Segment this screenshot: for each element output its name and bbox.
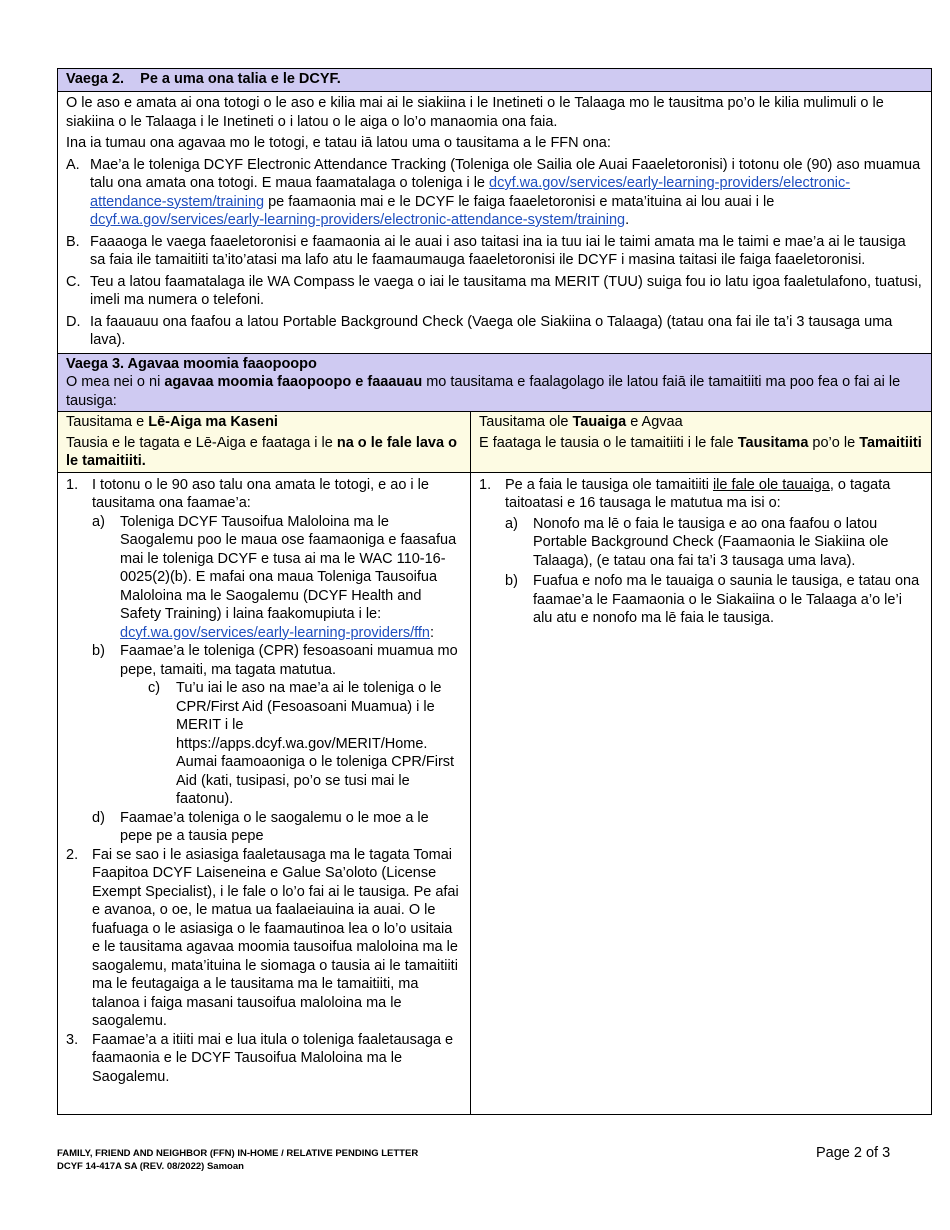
- left-item-3: 3. Faamae’a a itiiti mai e lua itula o toleniga faaletausaga e faamaonia e le DCYF Tausoifua Maloloina ma le Saogalemu.: [66, 1031, 454, 1085]
- section2-header: [58, 69, 932, 92]
- section2-item-a: [66, 156, 923, 230]
- form-footer: [57, 1148, 418, 1173]
- right-column-heading: Tausitama ole Tauaiga e Agvaa E faataga le tausia o le tamaitiiti i le fale Tausitama po’o le Tamaitiiti: [471, 412, 932, 473]
- page-number: Page 2 of 3: [816, 1145, 891, 1161]
- section3-title: Vaega 3. Agavaa moomia faaopoopo: [66, 355, 317, 372]
- right-column-body: [471, 472, 932, 1114]
- item-text: I totonu o le 90 aso talu ona amata le totogi, e ao i le tausitama ona faamae’a:: [92, 476, 429, 511]
- left-item-1a: a) Toleniga DCYF Tausoifua Maloloina ma le Saogalemu poo le maua ose faamaoniga e faasafua mai le toleniga DCYF e tusa ai ma le WAC 110-16-0025(2)(b). E mafai ona maua Toleniga Tausoifua Maloloina ma le Saogalemu (DCYF Health and Safety Training) i laina faakomupiuta i le: dcyf.wa.gov/services/early-learning-providers/ffn:: [92, 513, 457, 641]
- right-item-1a: a) Nonofo ma lē o faia le tausiga e ao ona faafou o latou Portable Background Check (Faamaonia le Siakiina ole Talaaga), (e tatau ona fai ta’i 3 tausaga uma lava).: [505, 515, 889, 569]
- form-table: [57, 68, 932, 1115]
- left-item-1c: c) Tu’u iai le aso na mae’a ai le toleniga o le CPR/First Aid (Fesoasoani Muamua) i le MERIT i le https://apps.dcyf.wa.gov/MERIT/Home. Aumai faamoaoniga o le toleniga CPR/First Aid (kati, tusipasi, po’o se tusi mai le faatonu).: [148, 680, 455, 807]
- item-label: B.: [66, 233, 80, 250]
- left-item-1d: d) Faamae’a toleniga o le saogalemu o le moe a le pepe pe a tausia pepe: [92, 809, 429, 844]
- item-text: Mae’a le toleniga DCYF Electronic Attendance Tracking (Toleniga ole Sailia ole Auai Faaeletoronisi) i totonu ole (90) aso muamua talu ona amata ona totogi. E maua faamatalaga o toleniga i le: [90, 156, 921, 191]
- left-column-body: [58, 472, 471, 1114]
- form-number: DCYF 14-417A SA (REV. 08/2022) Samoan: [57, 1160, 244, 1172]
- form-page: [57, 68, 931, 1115]
- left-column-heading: Tausitama e Lē-Aiga ma Kaseni Tausia e le tagata e Lē-Aiga e faataga i le na o le fale lava o le tamaitiiti.: [58, 412, 471, 473]
- left-item-1: 1. I totonu o le 90 aso talu ona amata le totogi, e ao i le tausitama ona faamae’a: a) Toleniga DCYF Tausoifua Maloloina ma le Saogalemu poo le maua ose faamaoniga e faasafua mai le toleniga DCYF e tusa ai ma le WAC 110-16-0025(2)(b). E mafai ona maua Toleniga Tausoifua Maloloina ma le Saogalemu (DCYF Health and Safety Training) i laina faakomupiuta i le: dcyf.wa.gov/services/early-learning-providers/ffn: b) Faamae’a le toleniga (CPR) fesoasoani muamua mo pepe, tamaiti, ma tagata matutua. c) Tu’u iai le aso na mae’a ai le toleniga o le CPR/First Aid (Fesoasoani Muamua) i le MERIT i le https://apps.dcyf.wa.gov/MERIT/Home. Aumai faamoaoniga o le toleniga CPR/First Aid (kati, tusipasi, po’o se tusi mai le faatonu). d) Faamae’a toleniga o le saogalemu o le moe a le pepe pe a tausia pepe: [66, 476, 462, 846]
- training-link-1[interactable]: dcyf.wa.gov/services/early-learning-providers/electronic-attendance-system/training: [90, 175, 851, 210]
- section2-title: Pe a uma ona talia e le DCYF.: [140, 71, 341, 87]
- section2-para2: Ina ia tumau ona agavaa mo le totogi, e tatau iā latou uma o tausitama a le FFN ona:: [66, 135, 611, 151]
- left-item-2: 2. Fai se sao i le asiasiga faaletausaga ma le tagata Tomai Faapitoa DCYF Laiseneina e Galue Sa’oloto (License Exempt Specialist), i le fale o lo’o fai ai le tausiga. Pe afai e avanoa, o oe, le matua ua faalaeiauina ia auai. O le fuafuaga o le asiasiga o le faamautinoa lea o lo’o usitaia e le tausitama agavaa moomia tausoifua maloloina ma le saogalemu, mata’ituina le siomaga o tausia ai le tamaitiiti ma le feutagaiga a le tausitama ma le tamaitiiti, ma talanoa i faiga masani tausoifua maloloina ma le saogalemu.: [66, 846, 459, 1029]
- item-label: D.: [66, 313, 81, 330]
- item-text: Teu a latou faamatalaga ile WA Compass le vaega o iai le tausitama ma MERIT (TUU) suiga fou io latu igoa faaletulafono, tuatusi, imeli ma numera o telefoni.: [90, 273, 922, 308]
- section3-header: [58, 353, 932, 412]
- section2-item-b: [66, 233, 923, 270]
- training-link-2[interactable]: dcyf.wa.gov/services/early-learning-providers/electronic-attendance-system/training: [90, 212, 626, 228]
- left-item-1b: b) Faamae’a le toleniga (CPR) fesoasoani muamua mo pepe, tamaiti, ma tagata matutua.: [92, 643, 458, 678]
- item-text: .: [625, 212, 630, 228]
- item-label: A.: [66, 156, 80, 173]
- ffn-training-link[interactable]: dcyf.wa.gov/services/early-learning-providers/ffn: [120, 624, 431, 641]
- form-title: FAMILY, FRIEND AND NEIGHBOR (FFN) IN-HOME / RELATIVE PENDING LETTER: [57, 1148, 419, 1159]
- section2-item-d: [66, 313, 923, 350]
- section3-subtitle: O mea nei o ni agavaa moomia faaopoopo e faaauau mo tausitama e faalagolago ile latou faiā ile tamaitiiti ma poo fea o fai ai le tausiga:: [66, 374, 901, 409]
- item-text: pe faamaonia mai e le DCYF le faiga faaeletoronisi e mata’ituina ai lou auai i le: [264, 193, 775, 210]
- item-text: Faaaoga le vaega faaeletoronisi e faamaonia ai le auai i aso taitasi ina ia tuu iai le taimi amata ma le taimi e mae’a ai le tausiga sa faia ile tamaitiiti ta’ito’atasi ma lafo atu le faamaumauga faaeletoronisi ile DCYF i masina taitasi ile faiga faaeletoronisi.: [90, 233, 906, 268]
- item-text: Ia faauauu ona faafou a latou Portable Background Check (Vaega ole Siakiina o Talaaga) (tatau ona fai ile ta’i 3 tausaga uma lava).: [90, 313, 893, 348]
- section2-para1: O le aso e amata ai ona totogi o le aso e kilia mai ai le siakiina i le Inetineti o le Talaaga mo le tausitma po’o le kilia mulimuli o le siakiina o le Talaaga i le Inetineti o i latou o le aiga o lo’o manaomia ona faia.: [66, 95, 884, 130]
- right-item-1b: b) Fuafua e nofo ma le tauaiga o saunia le tausiga, e tatau ona faamae’a le Faamaonia o le Siakaiina o le Talaaga a’o le’i alu atu e nonofo ma lē faia le tausiga.: [505, 573, 920, 626]
- item-label: C.: [66, 273, 81, 290]
- section2-item-c: [66, 273, 923, 310]
- section2-body: [58, 92, 932, 354]
- right-item-1: 1. Pe a faia le tausiga ole tamaitiiti ile fale ole tauaiga, o tagata taitoatasi e 16 tausaga le matutua ma isi o: a) Nonofo ma lē o faia le tausiga e ao ona faafou o latou Portable Background Check (Faamaonia le Siakiina ole Talaaga), (e tatau ona fai ta’i 3 tausaga uma lava). b) Fuafua e nofo ma le tauaiga o saunia le tausiga, e tatau ona faamae’a le Faamaonia o le Siakaiina o le Talaaga a’o le’i alu atu e nonofo ma lē faia le tausiga.: [479, 476, 923, 628]
- section2-number: Vaega 2.: [66, 71, 125, 87]
